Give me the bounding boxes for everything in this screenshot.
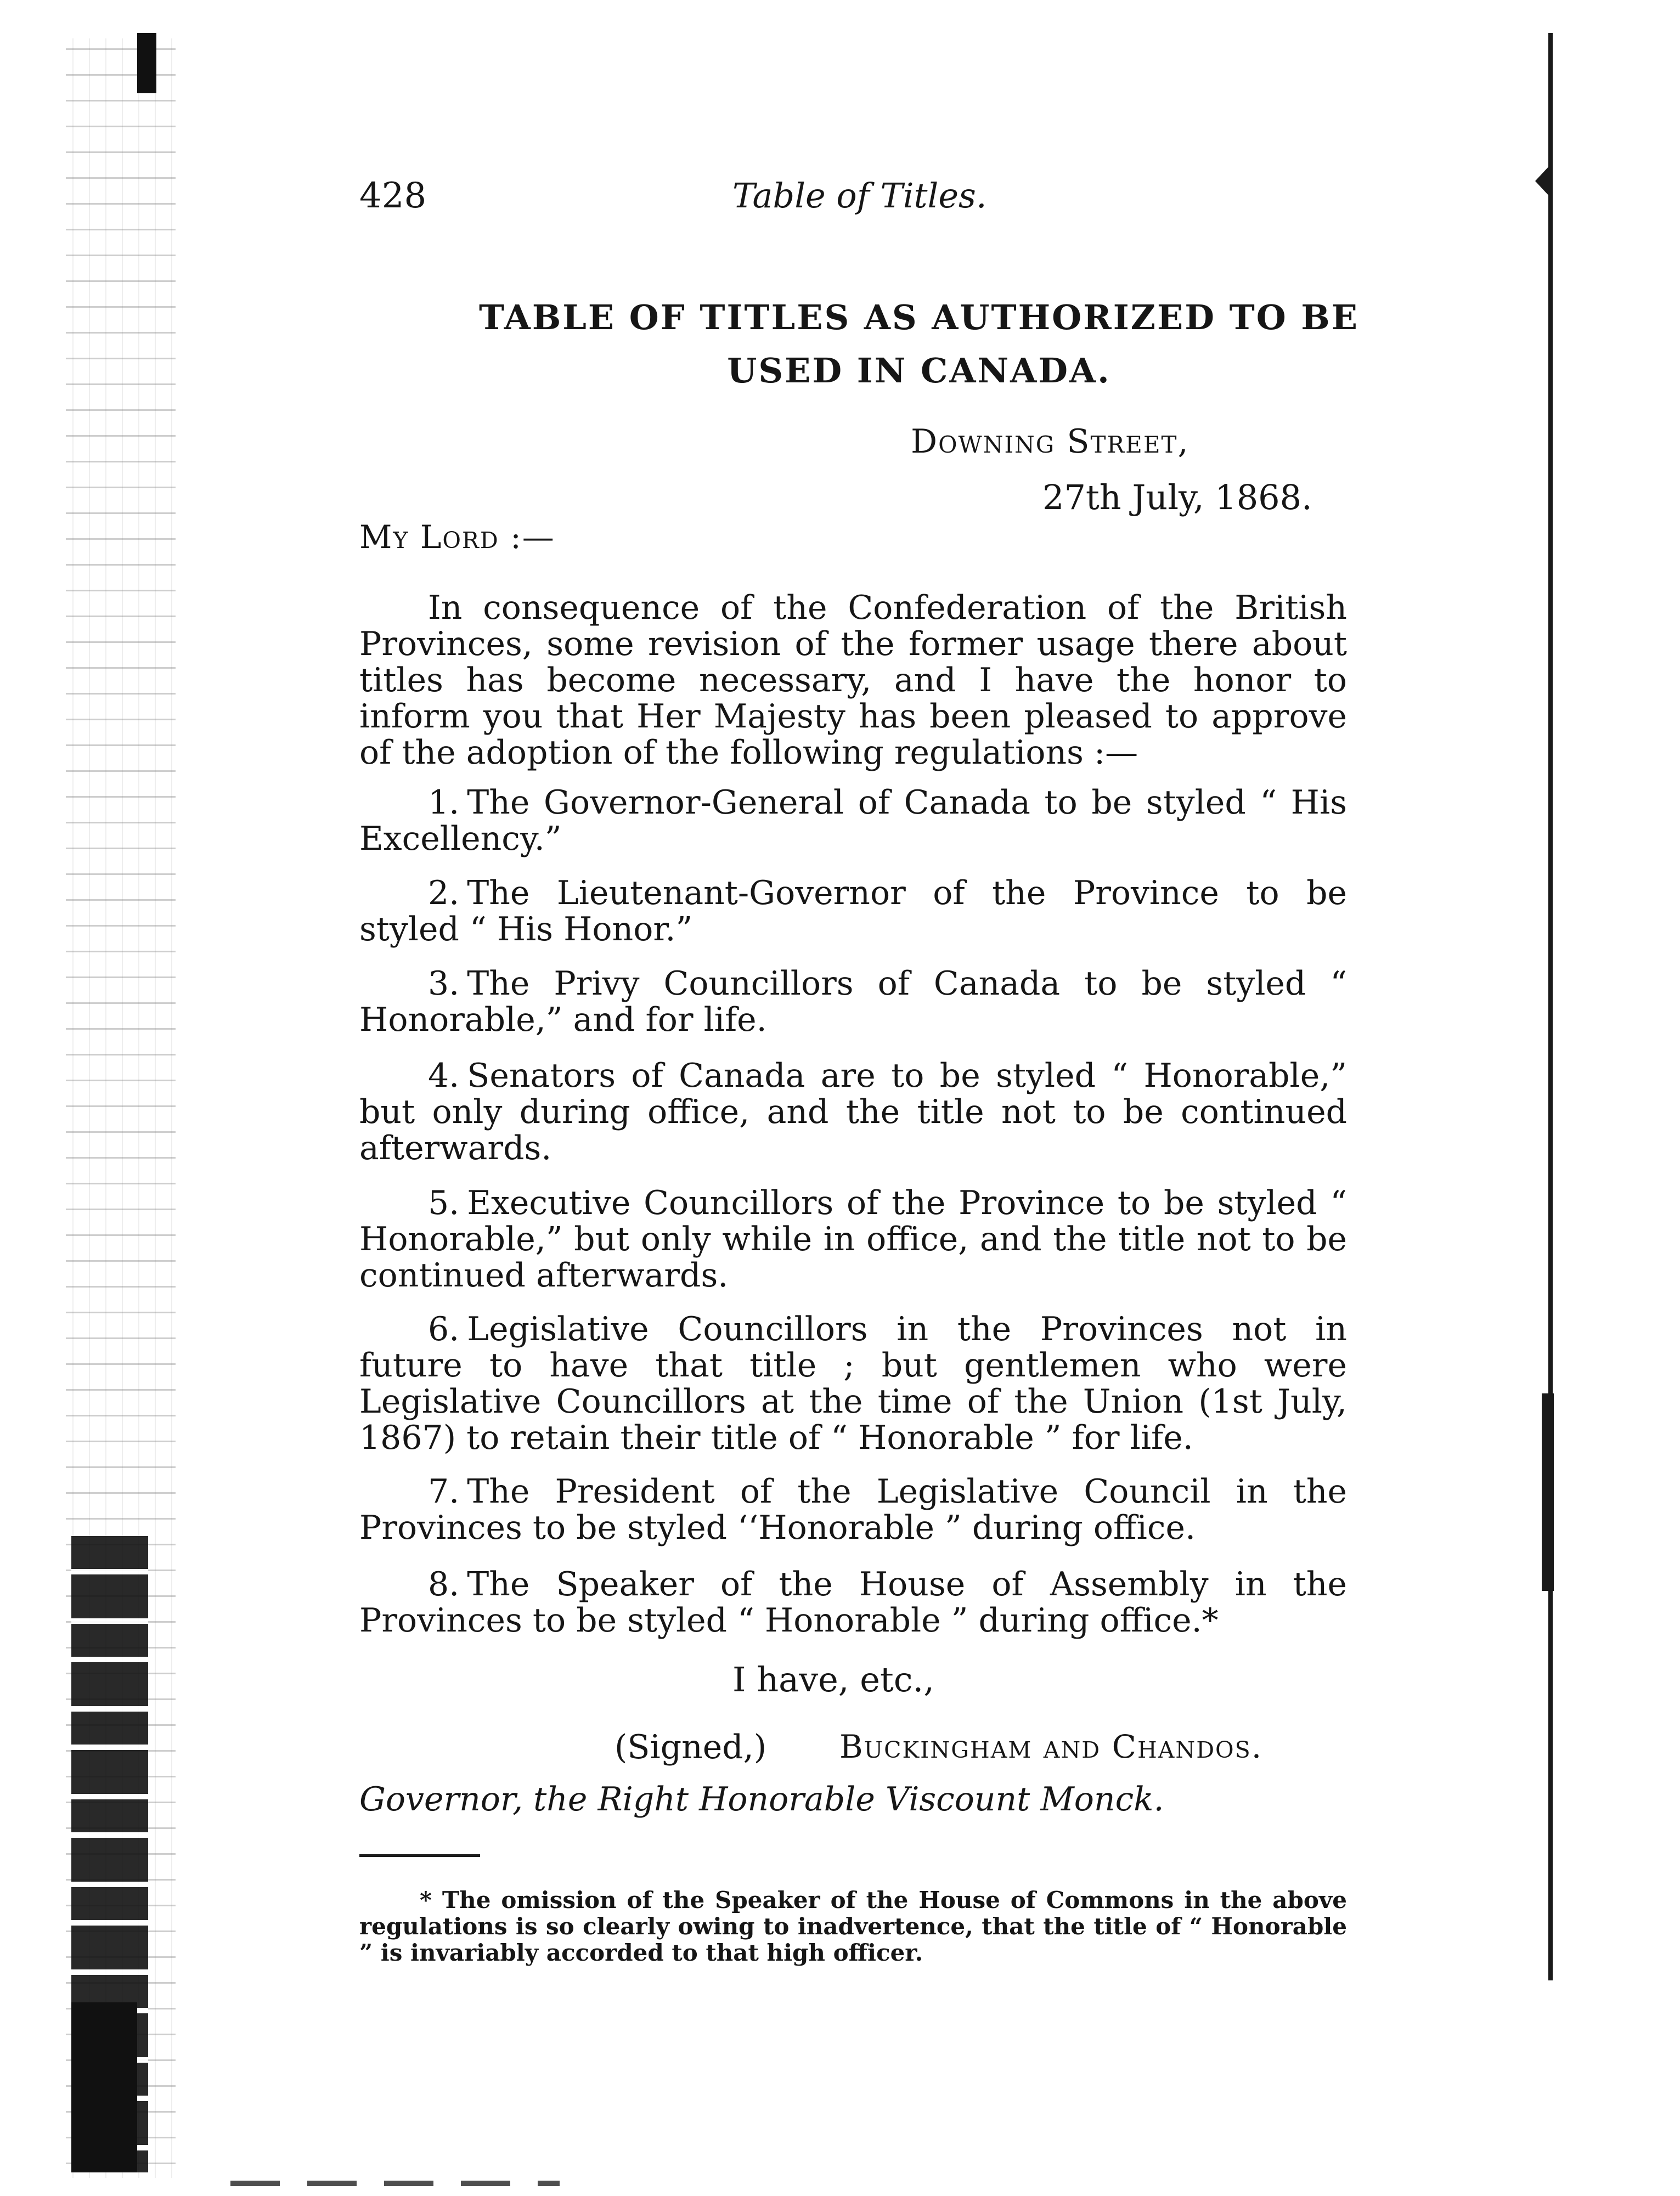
regulation-number: 4. <box>428 1057 460 1095</box>
closing: I have, etc., <box>732 1659 934 1700</box>
regulation-text: Executive Councillors of the Province to be styled “ Honorable,” but only while in office, and the title not to be continued afterwards. <box>359 1184 1347 1295</box>
scan-notch <box>1535 165 1551 197</box>
title-line-1: TABLE OF TITLES AS AUTHORIZED TO BE <box>479 297 1359 337</box>
document-title <box>384 291 1454 397</box>
footnote <box>359 1887 1347 1966</box>
dateline-date: 27th July, 1868. <box>1042 477 1312 517</box>
addressee: Governor, the Right Honorable Viscount Monck. <box>359 1780 1164 1819</box>
regulation-1 <box>359 784 1347 857</box>
dateline-place: Downing Street, <box>911 422 1189 461</box>
footnote-text: * The omission of the Speaker of the House of Commons in the above regulations is so clearly owing to inadvertence, that the title of “ Honorable ” is invariably accorded to that high officer. <box>359 1887 1347 1966</box>
scan-mark-solid <box>71 2002 137 2172</box>
regulation-text: The Governor-General of Canada to be styled “ His Excellency.” <box>359 783 1347 858</box>
regulation-text: The Privy Councillors of Canada to be styled “ Honorable,” and for life. <box>359 964 1347 1039</box>
regulation-text: The Speaker of the House of Assembly in the Provinces to be styled “ Honorable ” during office.* <box>359 1565 1347 1640</box>
scan-mark-top <box>137 33 156 93</box>
running-header <box>359 176 1336 230</box>
regulation-text: The President of the Legislative Council in the Provinces to be styled ‘‘Honorable ” during office. <box>359 1472 1347 1547</box>
scan-edge-bottom <box>230 2181 560 2186</box>
regulation-number: 3. <box>428 964 460 1003</box>
signed-label: (Signed,) <box>615 1728 767 1766</box>
regulation-number: 7. <box>428 1472 460 1511</box>
regulation-7 <box>359 1474 1347 1546</box>
regulation-text: Senators of Canada are to be styled “ Honorable,” but only during office, and the title not to be continued afterwards. <box>359 1057 1347 1167</box>
scan-edge-right <box>1548 33 1553 1980</box>
regulation-5 <box>359 1185 1347 1294</box>
scan-edge-right-thick <box>1542 1393 1554 1591</box>
salutation: My Lord :— <box>359 518 555 556</box>
regulation-number: 6. <box>428 1310 460 1348</box>
intro-text: In consequence of the Confederation of the British Provinces, some revision of the former usage there about titles has become necessary, and I have the honor to inform you that Her Majesty has been pleased to approve of the adoption of the following regulations :— <box>359 589 1347 772</box>
footnote-rule <box>359 1854 480 1857</box>
title-line-2: USED IN CANADA. <box>727 351 1111 391</box>
regulation-number: 2. <box>428 874 460 912</box>
regulation-number: 8. <box>428 1565 460 1604</box>
regulation-3 <box>359 966 1347 1038</box>
intro-paragraph <box>359 590 1347 771</box>
regulation-number: 1. <box>428 783 460 822</box>
regulation-4 <box>359 1058 1347 1166</box>
regulation-text: Legislative Councillors in the Provinces not in future to have that title ; but gentlemen who were Legislative Councillors at the time of the Union (1st July, 1867) to retain their title of “ Honorable ” for life. <box>359 1310 1347 1457</box>
regulation-number: 5. <box>428 1184 460 1222</box>
running-title: Table of Titles. <box>732 176 987 216</box>
signatory-name: Buckingham and Chandos. <box>839 1728 1263 1765</box>
regulation-2 <box>359 875 1347 947</box>
regulation-text: The Lieutenant-Governor of the Province to be styled “ His Honor.” <box>359 874 1347 949</box>
regulation-6 <box>359 1311 1347 1456</box>
page-number: 428 <box>359 176 427 216</box>
regulation-8 <box>359 1566 1347 1639</box>
